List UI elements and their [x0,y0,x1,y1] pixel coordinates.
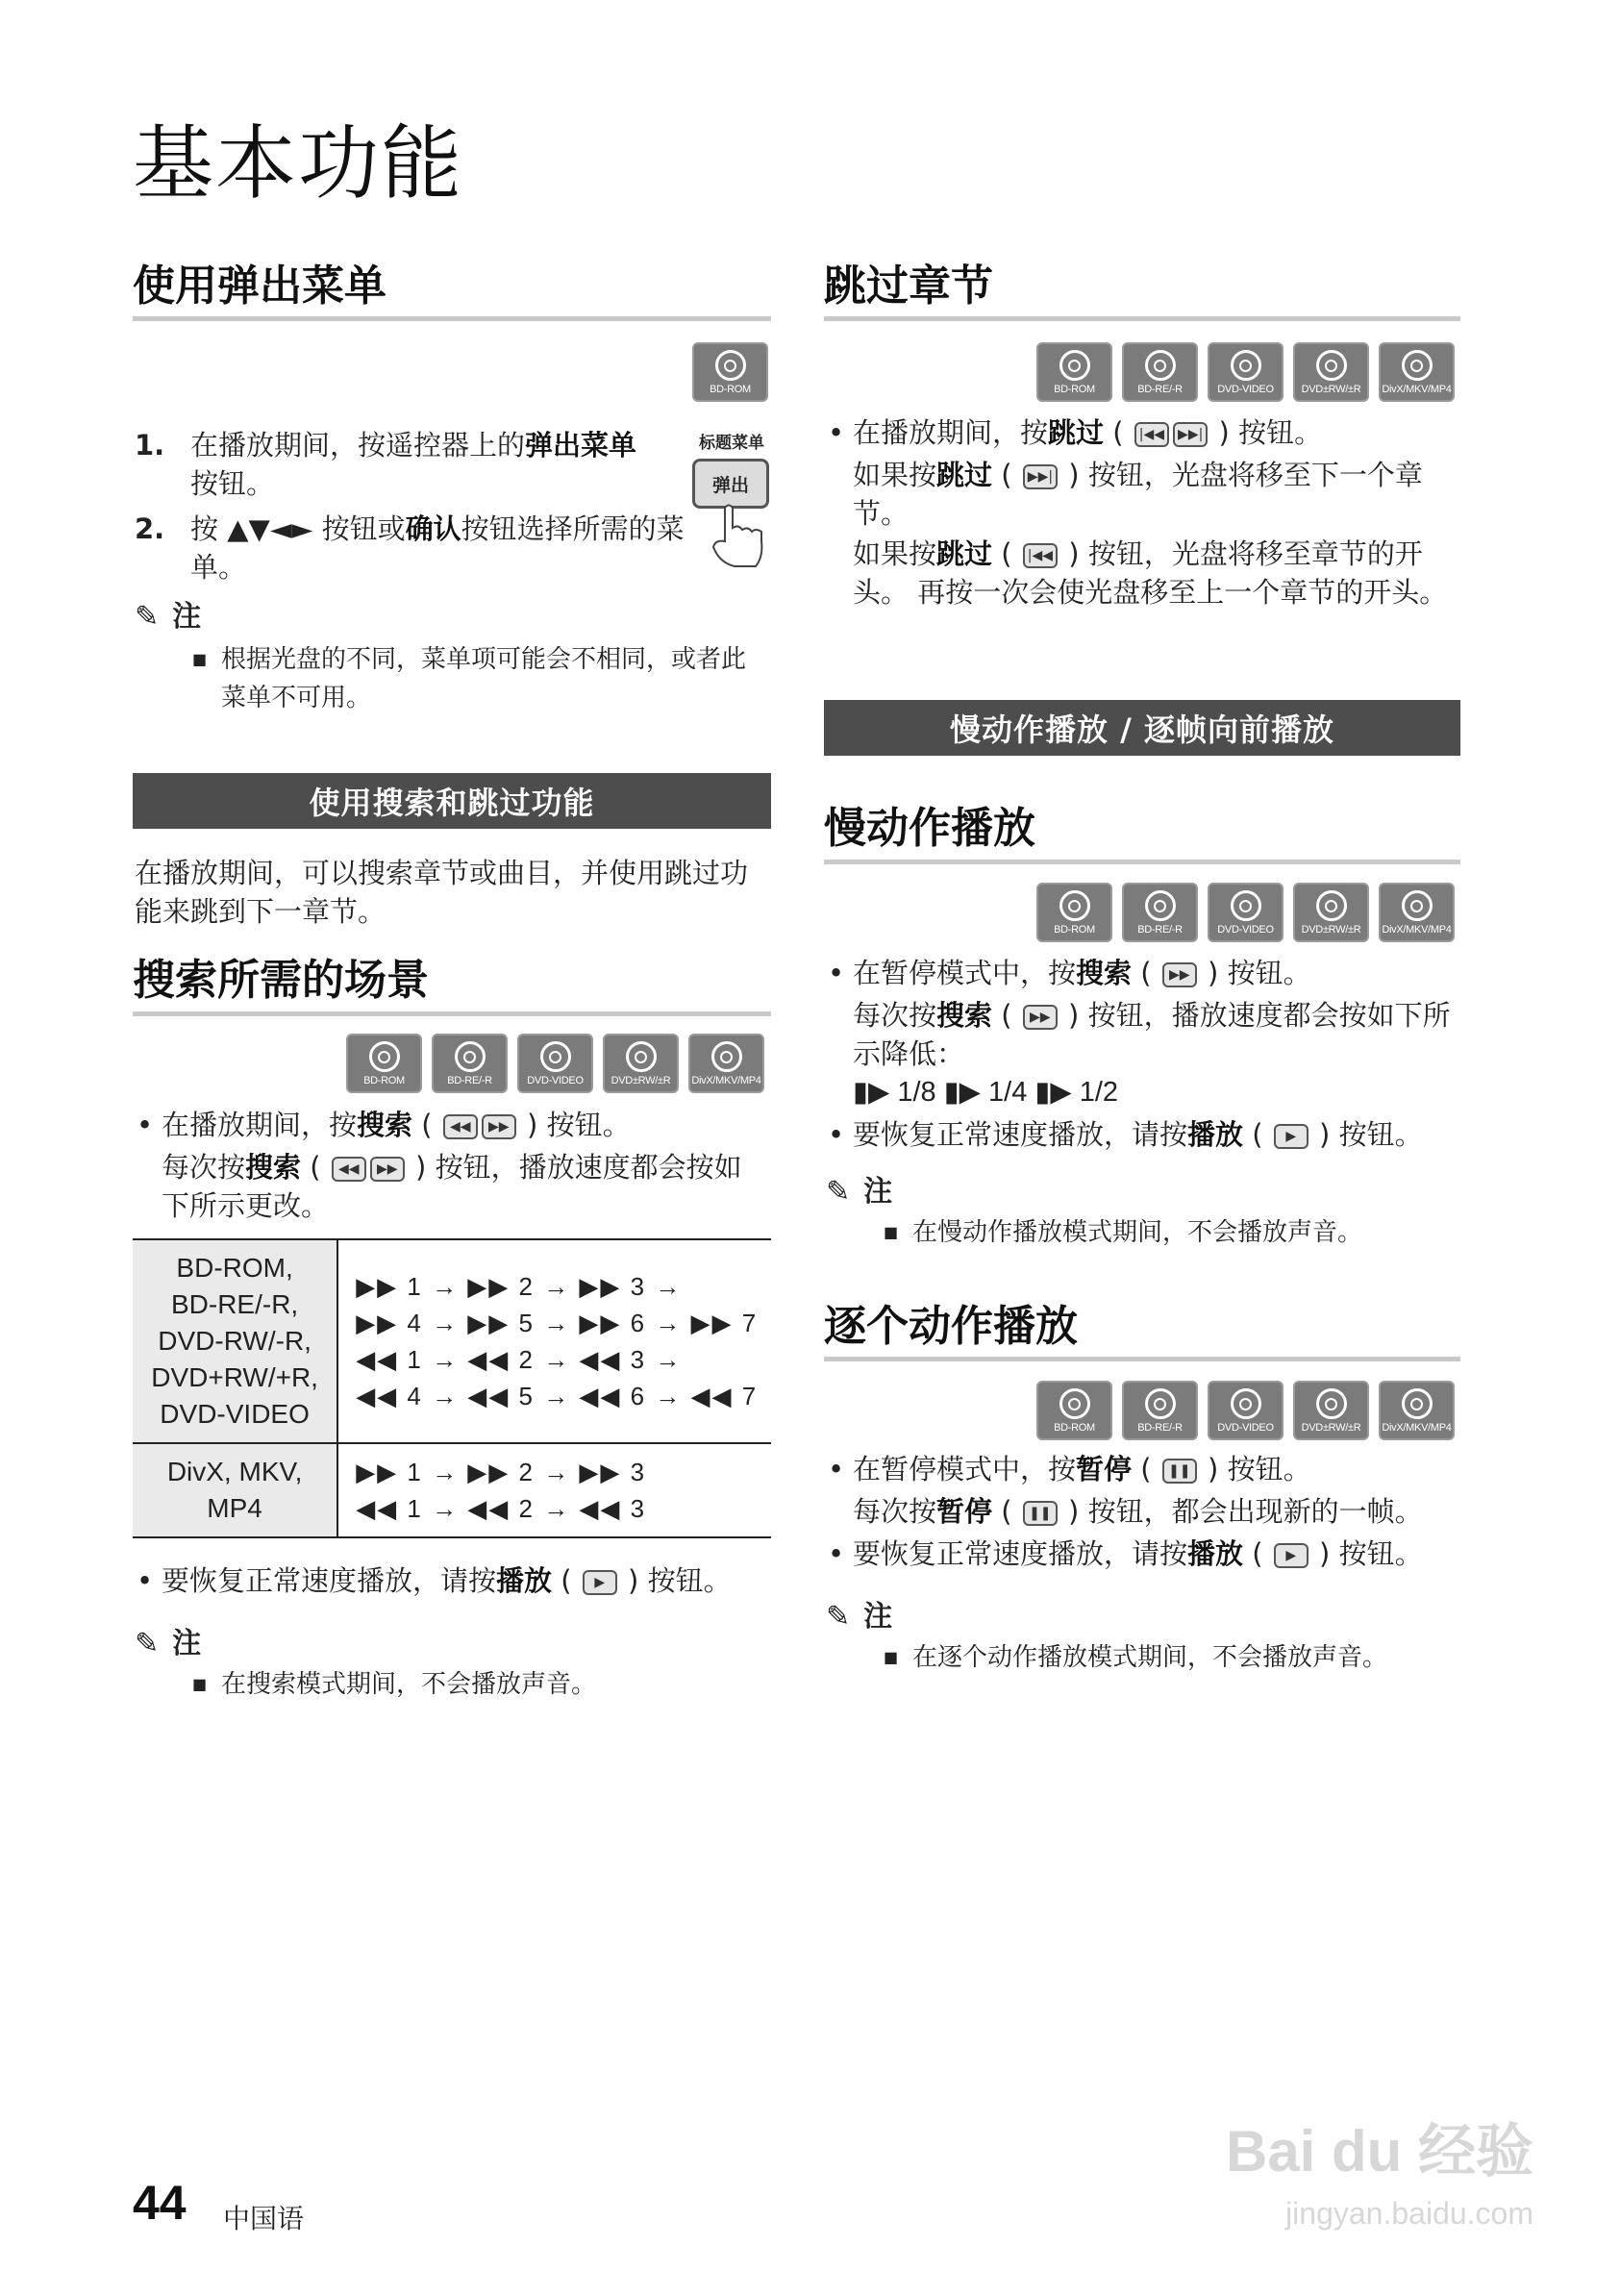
skip-previous-detail: 如果按跳过 ( |◀◀ ) 按钮，光盘将移至章节的开头。 再按一次会使光盘移至上一个章节的开头。 [853,537,1448,609]
popup-heading-rule [133,316,771,321]
skip-forward-icon: ▶▶| [1023,464,1058,489]
search-skip-intro: 在播放期间，可以搜索章节或曲目，并使用跳过功能来跳到下一章节。 [135,857,749,928]
step-bullet-2: • 要恢复正常速度播放，请按播放 ( ▶ ) 按钮。 [853,1535,1468,1573]
slow-bullet-1: • 在暂停模式中，按搜索 ( ▶▶ ) 按钮。 [853,954,1458,992]
table-row [133,1239,771,1443]
media-cell: BD-ROM, BD-RE/-R, DVD-RW/-R, DVD+RW/+R, DVD-VIDEO [133,1239,337,1443]
remote-title-menu-label: 标题菜单 [699,434,764,453]
popup-step2-number: 2. [135,512,165,545]
skip-back-icon: |◀◀ [1023,543,1058,568]
divx-film-icon: DivX/MKV/MP4 [688,1034,764,1093]
search-skip-section-bar: 使用搜索和跳过功能 [133,773,771,829]
skip-disc-icons [1036,342,1455,402]
play-icon: ▶ [583,1570,617,1595]
fast-forward-icon: ▶▶ [482,1114,516,1139]
rewind-icon: ◀◀ [443,1114,478,1139]
bd-rom-disc-icon: BD-ROM [1036,1381,1112,1440]
dvd-video-disc-icon: DVD-VIDEO [1208,883,1284,942]
pencil-note-icon: ✎ [826,1175,851,1209]
footer-language: 中国语 [223,2203,305,2234]
speed-sequence-cell: ▶▶ 1 → ▶▶ 2 → ▶▶ 3 → ▶▶ 4 → ▶▶ 5 → ▶▶ 6 → ▶▶ 7 ◀◀ 1 → ◀◀ 2 → ◀◀ 3 → ◀◀ 4 → ◀◀ 5 → ◀◀ 6 → ◀◀ 7 [337,1239,771,1443]
table-row [133,1443,771,1537]
slow-heading-rule [824,860,1460,864]
slow-bullet-1-detail: 每次按搜索 ( ▶▶ ) 按钮，播放速度都会按如下所示降低： [853,999,1451,1070]
popup-step1-number: 1. [135,429,165,462]
dvd-video-disc-icon: DVD-VIDEO [1208,342,1284,402]
slow-bullet-2: • 要恢复正常速度播放，请按播放 ( ▶ ) 按钮。 [853,1115,1468,1154]
divx-film-icon: DivX/MKV/MP4 [1379,883,1455,942]
popup-note-heading: ✎ 注 [135,600,202,634]
skip-next-detail: 如果按跳过 ( ▶▶| ) 按钮，光盘将移至下一个章节。 [853,459,1423,530]
popup-step2: 按 ▲▼◄► 按钮或确认按钮选择所需的菜单。 [190,512,685,584]
step-bullet-1: • 在暂停模式中，按暂停 ( ❚❚ ) 按钮。 [853,1450,1458,1488]
page-title: 基本功能 [133,116,464,211]
step-heading-rule [824,1357,1460,1361]
rewind-icon: ◀◀ [332,1157,366,1182]
watermark-url: jingyan.baidu.com [1285,2196,1533,2231]
play-icon: ▶ [1274,1124,1308,1149]
step-bullet-1-detail: 每次按暂停 ( ❚❚ ) 按钮，都会出现新的一帧。 [853,1495,1423,1528]
fast-forward-icon: ▶▶ [1023,1005,1058,1030]
bd-re-disc-icon: BD-RE/-R [432,1034,508,1093]
step-note-text: ■ 在逐个动作播放模式期间，不会播放声音。 [912,1638,1451,1677]
bd-re-disc-icon: BD-RE/-R [1122,883,1198,942]
skip-heading-rule [824,316,1460,321]
media-cell: DivX, MKV, MP4 [133,1443,337,1537]
fast-forward-icon: ▶▶ [1162,962,1197,987]
step-disc-icons [1036,1381,1455,1440]
remote-popup-button: 弹出 [692,459,769,509]
pause-icon: ❚❚ [1023,1501,1058,1526]
skip-heading: 跳过章节 [824,262,993,311]
search-speed-table [133,1238,771,1538]
bd-re-disc-icon: BD-RE/-R [1122,342,1198,402]
popup-disc-icons [692,342,768,402]
slow-heading: 慢动作播放 [824,804,1035,853]
search-disc-icons [346,1034,764,1093]
divx-film-icon: DivX/MKV/MP4 [1379,342,1455,402]
page-number: 44 [133,2176,187,2230]
dvd-rw-disc-icon: DVD±RW/±R [1293,342,1369,402]
search-bullet-1: • 在播放期间，按搜索 ( ◀◀ ▶▶ ) 按钮。 [162,1106,767,1144]
search-bullet-1-detail: 每次按搜索 ( ◀◀ ▶▶ ) 按钮，播放速度都会按如下所示更改。 [162,1151,742,1222]
slow-note-heading: ✎ 注 [826,1175,893,1209]
pause-icon: ❚❚ [1162,1459,1197,1484]
slow-note-text: ■ 在慢动作播放模式期间，不会播放声音。 [912,1213,1451,1252]
step-note-heading: ✎ 注 [826,1600,893,1634]
search-heading-rule [133,1011,771,1016]
step-heading: 逐个动作播放 [824,1302,1078,1351]
watermark-brand: Bai du 经验 [1225,2119,1533,2184]
slow-disc-icons [1036,883,1455,942]
skip-bullet-1: • 在播放期间，按跳过 ( |◀◀ ▶▶| ) 按钮。 [853,413,1458,452]
bd-rom-disc-icon: BD-ROM [346,1034,422,1093]
fast-forward-icon: ▶▶ [370,1157,405,1182]
bd-re-disc-icon: BD-RE/-R [1122,1381,1198,1440]
speed-sequence-cell: ▶▶ 1 → ▶▶ 2 → ▶▶ 3 ◀◀ 1 → ◀◀ 2 → ◀◀ 3 [337,1443,771,1537]
pencil-note-icon: ✎ [135,600,160,634]
bd-rom-disc-icon: BD-ROM [692,342,768,402]
dvd-video-disc-icon: DVD-VIDEO [517,1034,593,1093]
dvd-rw-disc-icon: DVD±RW/±R [1293,883,1369,942]
popup-note-text: ■ 根据光盘的不同，菜单项可能会不相同，或者此菜单不可用。 [221,640,760,717]
dvd-rw-disc-icon: DVD±RW/±R [603,1034,679,1093]
bd-rom-disc-icon: BD-ROM [1036,342,1112,402]
divx-film-icon: DivX/MKV/MP4 [1379,1381,1455,1440]
popup-step1: 在播放期间，按遥控器上的弹出菜单 按钮。 [190,429,637,500]
pencil-note-icon: ✎ [826,1600,851,1634]
popup-heading: 使用弹出菜单 [133,262,386,311]
play-icon: ▶ [1274,1543,1308,1568]
skip-back-icon: |◀◀ [1134,422,1169,447]
search-note-text: ■ 在搜索模式期间，不会播放声音。 [221,1665,760,1704]
pointing-hand-icon [706,503,773,570]
slow-step-section-bar: 慢动作播放 / 逐帧向前播放 [824,700,1460,756]
bd-rom-disc-icon: BD-ROM [1036,883,1112,942]
pencil-note-icon: ✎ [135,1627,160,1660]
search-heading: 搜索所需的场景 [133,956,429,1005]
dvd-video-disc-icon: DVD-VIDEO [1208,1381,1284,1440]
dvd-rw-disc-icon: DVD±RW/±R [1293,1381,1369,1440]
baidu-watermark [1226,2106,1533,2232]
slow-speed-steps: ▮▶ 1/8 ▮▶ 1/4 ▮▶ 1/2 [853,1077,1119,1108]
search-bullet-2: • 要恢复正常速度播放，请按播放 ( ▶ ) 按钮。 [162,1561,777,1600]
search-note-heading: ✎ 注 [135,1627,202,1660]
skip-forward-icon: ▶▶| [1173,422,1208,447]
